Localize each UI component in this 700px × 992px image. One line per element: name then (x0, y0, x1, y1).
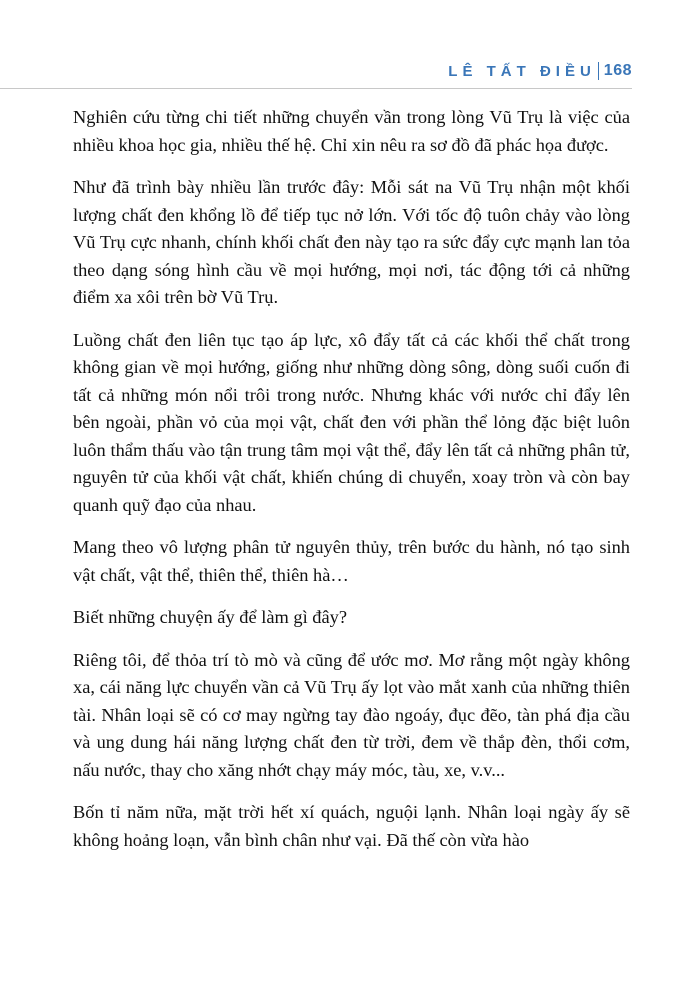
paragraph-7: Bốn tỉ năm nữa, mặt trời hết xí quách, nguội lạnh. Nhân loại ngày ấy sẽ không hoảng loạn, vẫn bình chân như vại. Đã thế còn vừa hào (73, 802, 630, 850)
page-number: 168 (603, 62, 632, 79)
header-separator (598, 62, 599, 80)
paragraph-1: Nghiên cứu từng chi tiết những chuyển vần trong lòng Vũ Trụ là việc của nhiều khoa học gia, nhiều thế hệ. Chỉ xin nêu ra sơ đồ đã phác họa được. (73, 107, 630, 155)
paragraph-5: Biết những chuyện ấy để làm gì đây? (73, 607, 348, 627)
header-content (448, 62, 632, 80)
paragraph-3: Luồng chất đen liên tục tạo áp lực, xô đẩy tất cả các khối thể chất trong không gian về mọi hướng, giống như những dòng sông, dòng suối cuốn đi tất cả những món nổi trôi trong nước. Nhưng khác với nước chỉ đẩy lên bên ngoài, phần vỏ của mọi vật, chất đen với phần thể lỏng đặc biệt luôn luôn thẩm thấu vào tận trung tâm mọi vật thể, đẩy lên tất cả những phân tử, nguyên tử của khối vật chất, khiến chúng di chuyển, xoay tròn và còn bay quanh quỹ đạo của nhau. (73, 329, 630, 515)
paragraph-4: Mang theo vô lượng phân tử nguyên thủy, trên bước du hành, nó tạo sinh vật chất, vật thể, thiên thể, thiên hà… (73, 537, 630, 585)
page-body (73, 104, 630, 869)
paragraph-2: Như đã trình bày nhiều lần trước đây: Mỗi sát na Vũ Trụ nhận một khối lượng chất đen khổng lồ để tiếp tục nở lớn. Với tốc độ tuôn chảy vào lòng Vũ Trụ cực nhanh, chính khối chất đen này tạo ra sức đẩy cực mạnh lan tỏa theo dạng sóng hình cầu về mọi hướng, mọi nơi, tác động tới cả những điểm xa xôi trên bờ Vũ Trụ. (73, 177, 630, 307)
author-name: LÊ TẤT ĐIỀU (448, 62, 596, 80)
paragraph-6: Riêng tôi, để thỏa trí tò mò và cũng để ước mơ. Mơ rằng một ngày không xa, cái năng lực chuyển vần cả Vũ Trụ ấy lọt vào mắt xanh của những thiên tài. Nhân loại sẽ có cơ may ngừng tay đào ngoáy, đục đẽo, tàn phá địa cầu và ung dung hái năng lượng chất đen từ trời, đem về thắp đèn, thổi cơm, nấu nước, thay cho xăng nhớt chạy máy móc, tàu, xe, v.v... (73, 649, 630, 780)
page-header (0, 60, 632, 89)
